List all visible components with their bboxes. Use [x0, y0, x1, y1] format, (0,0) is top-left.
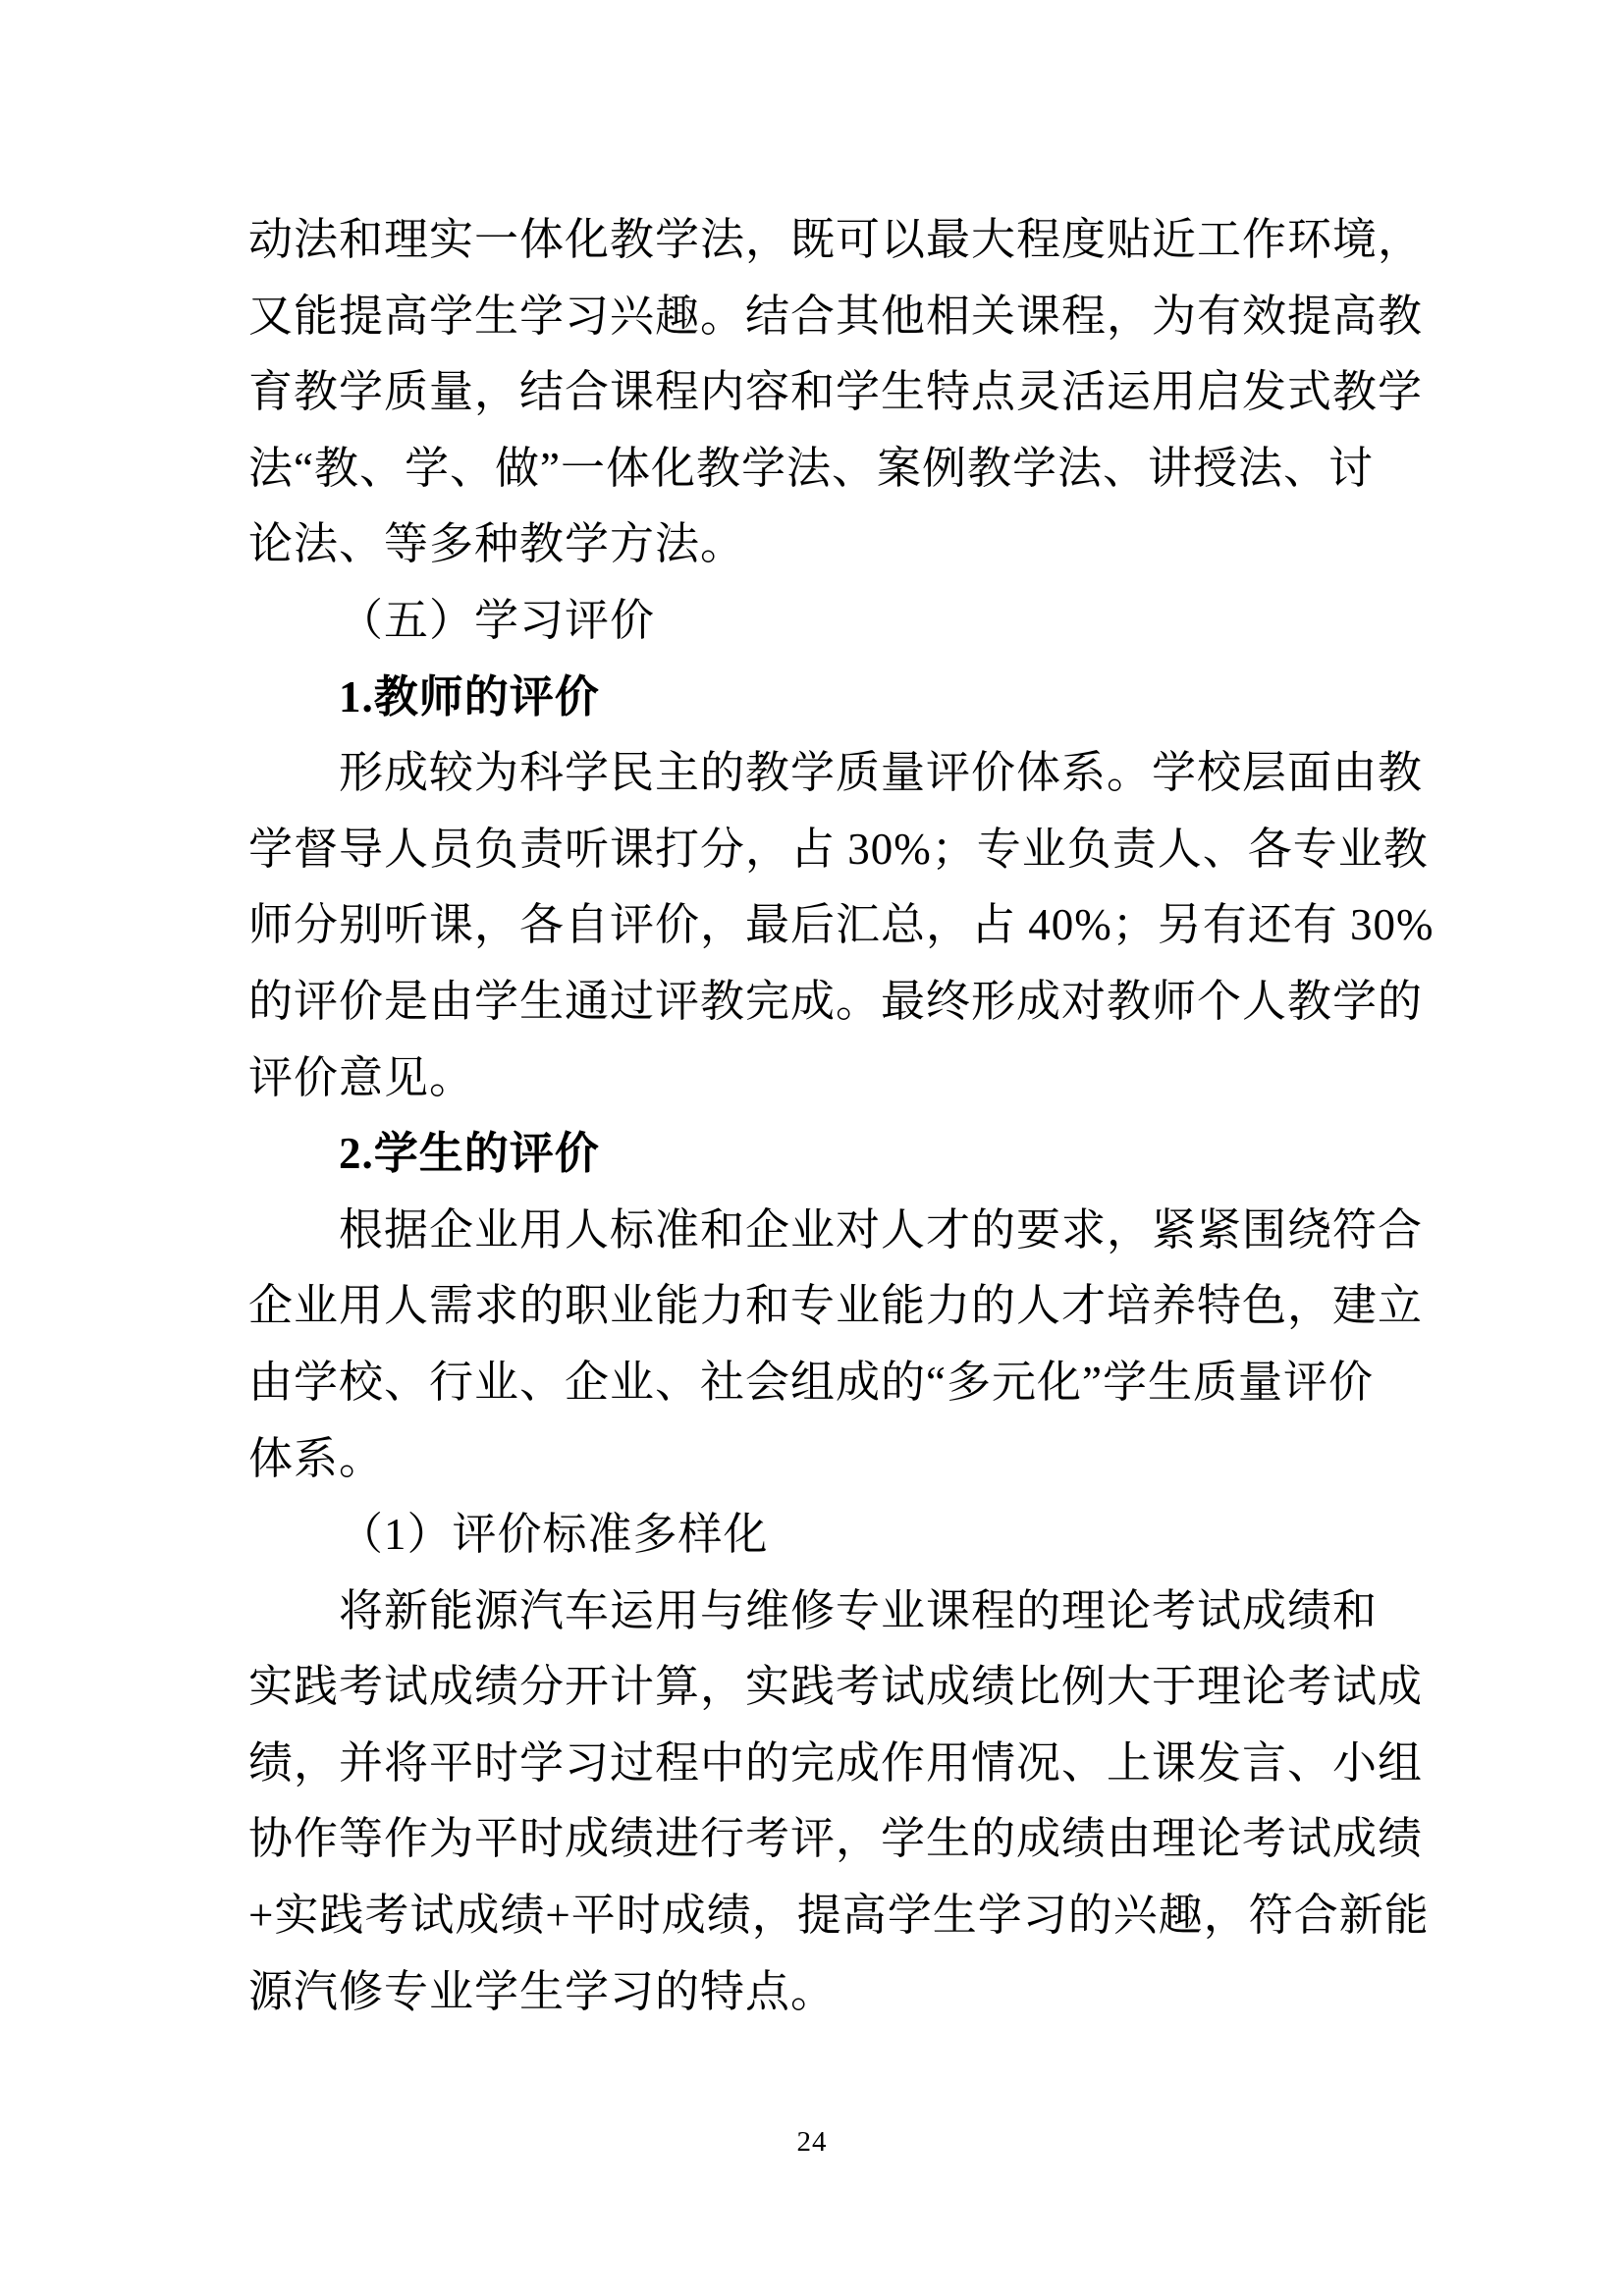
body-line: 又能提高学生学习兴趣。结合其他相关课程，为有效提高教 [248, 291, 1424, 341]
body-line: 协作等作为平时成绩进行考评，学生的成绩由理论考试成绩 [248, 1814, 1424, 1864]
body-line: 评价意见。 [248, 1052, 475, 1102]
body-line: 的评价是由学生通过评教完成。最终形成对教师个人教学的 [248, 976, 1424, 1026]
section-heading: （五）学习评价 [339, 595, 656, 645]
paragraph-first-line: 将新能源汽车运用与维修专业课程的理论考试成绩和 [339, 1585, 1379, 1635]
paragraph-first-line: 形成较为科学民主的教学质量评价体系。学校层面由教 [339, 748, 1424, 798]
body-line: 师分别听课，各自评价，最后汇总，占 40%；另有还有 30% [248, 900, 1435, 950]
body-line: 实践考试成绩分开计算，实践考试成绩比例大于理论考试成 [248, 1662, 1424, 1712]
body-line: 绩，并将平时学习过程中的完成作用情况、上课发言、小组 [248, 1737, 1424, 1788]
sub-heading: 1.教师的评价 [339, 671, 600, 721]
list-item-heading: （1）评价标准多样化 [339, 1510, 769, 1560]
sub-heading: 2.学生的评价 [339, 1129, 600, 1179]
body-line: 法“教、学、做”一体化教学法、案例教学法、讲授法、讨 [248, 443, 1374, 493]
body-line: 由学校、行业、企业、社会组成的“多元化”学生质量评价 [248, 1357, 1374, 1407]
paragraph-first-line: 根据企业用人标准和企业对人才的要求，紧紧围绕符合 [339, 1204, 1424, 1255]
body-line: 论法、等多种教学方法。 [248, 519, 746, 569]
document-text-block [248, 202, 1435, 2030]
body-line: 源汽修专业学生学习的特点。 [248, 1966, 837, 2016]
body-line: 体系。 [248, 1433, 385, 1483]
body-line: +实践考试成绩+平时成绩，提高学生学习的兴趣，符合新能 [248, 1891, 1430, 1941]
body-line: 育教学质量，结合课程内容和学生特点灵活运用启发式教学 [248, 367, 1424, 417]
body-line: 企业用人需求的职业能力和专业能力的人才培养特色，建立 [248, 1281, 1424, 1331]
body-line: 学督导人员负责听课打分，占 30%；专业负责人、各专业教 [248, 824, 1429, 874]
page-number: 24 [796, 2126, 828, 2158]
body-line: 动法和理实一体化教学法，既可以最大程度贴近工作环境， [248, 215, 1424, 264]
